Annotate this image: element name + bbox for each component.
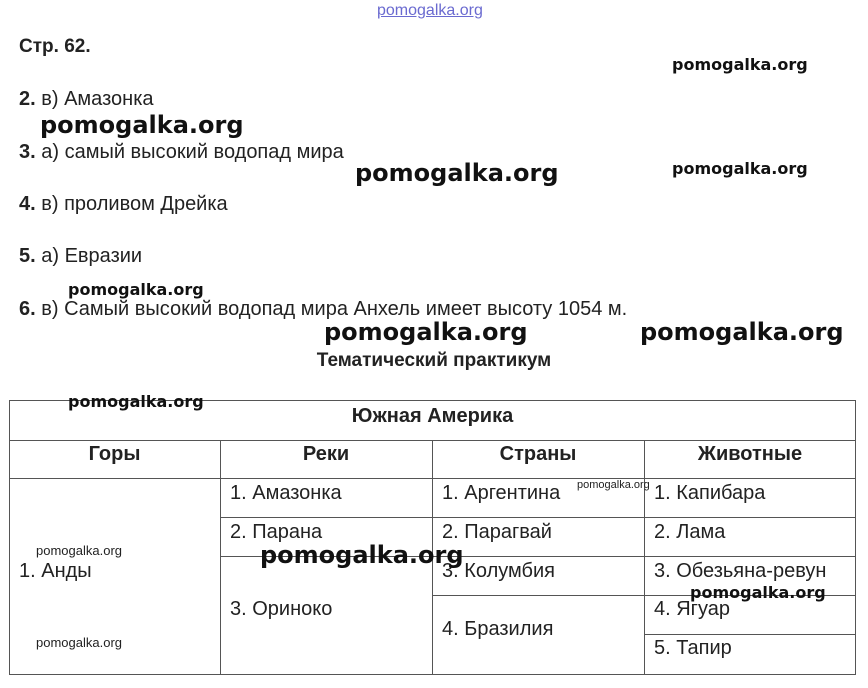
south-america-table — [9, 400, 856, 675]
watermark: pomogalka.org — [40, 111, 244, 139]
watermark-top: pomogalka.org — [377, 2, 483, 19]
animal-cell: 1. Капибара — [654, 482, 766, 504]
answer-text: а) самый высокий водопад мира — [35, 141, 344, 163]
answer-4 — [19, 193, 228, 216]
watermark: pomogalka.org — [672, 159, 808, 178]
answer-number: 4. — [19, 193, 36, 215]
river-cell: 1. Амазонка — [230, 482, 342, 504]
answer-5 — [19, 245, 142, 268]
header-rivers: Реки — [302, 443, 350, 465]
river-cell: 2. Парана — [230, 521, 323, 543]
watermark: pomogalka.org — [355, 159, 559, 187]
answer-number: 3. — [19, 141, 36, 163]
watermark: pomogalka.org — [672, 55, 808, 74]
country-cell: 2. Парагвай — [442, 521, 552, 543]
country-cell: 1. Аргентина — [442, 482, 561, 504]
watermark: pomogalka.org — [577, 479, 650, 491]
answer-number: 5. — [19, 245, 36, 267]
watermark: pomogalka.org — [690, 583, 826, 602]
country-cell: 4. Бразилия — [442, 618, 554, 640]
watermark: pomogalka.org — [36, 543, 122, 558]
animal-cell: 4. Ягуар — [654, 598, 730, 620]
country-cell: 3. Колумбия — [442, 560, 555, 582]
answer-text: а) Евразии — [35, 245, 143, 267]
watermark: pomogalka.org — [260, 541, 464, 569]
answer-text: в) проливом Дрейка — [35, 193, 228, 215]
watermark: pomogalka.org — [640, 318, 844, 346]
animal-cell: 3. Обезьяна-ревун — [654, 560, 827, 582]
answer-number: 6. — [19, 298, 36, 320]
section-title: Тематический практикум — [316, 350, 552, 371]
answer-3 — [19, 141, 344, 164]
answer-number: 2. — [19, 88, 36, 110]
animal-cell: 5. Тапир — [654, 637, 732, 659]
animal-cell: 2. Лама — [654, 521, 726, 543]
answer-2 — [19, 88, 154, 111]
answer-text: в) Самый высокий водопад мира Анхель имеет высоту 1054 м. — [35, 298, 628, 320]
header-mountains: Горы — [88, 443, 141, 465]
watermark: pomogalka.org — [68, 392, 204, 411]
watermark: pomogalka.org — [324, 318, 528, 346]
page-title: Стр. 62. — [19, 36, 91, 57]
mountain-cell: 1. Анды — [19, 560, 92, 582]
watermark: pomogalka.org — [68, 280, 204, 299]
answer-6 — [19, 298, 627, 321]
header-animals: Животные — [697, 443, 803, 465]
answer-text: в) Амазонка — [35, 88, 154, 110]
header-countries: Страны — [499, 443, 577, 465]
river-cell: 3. Ориноко — [230, 598, 333, 620]
table-title: Южная Америка — [351, 405, 514, 427]
watermark: pomogalka.org — [36, 635, 122, 650]
